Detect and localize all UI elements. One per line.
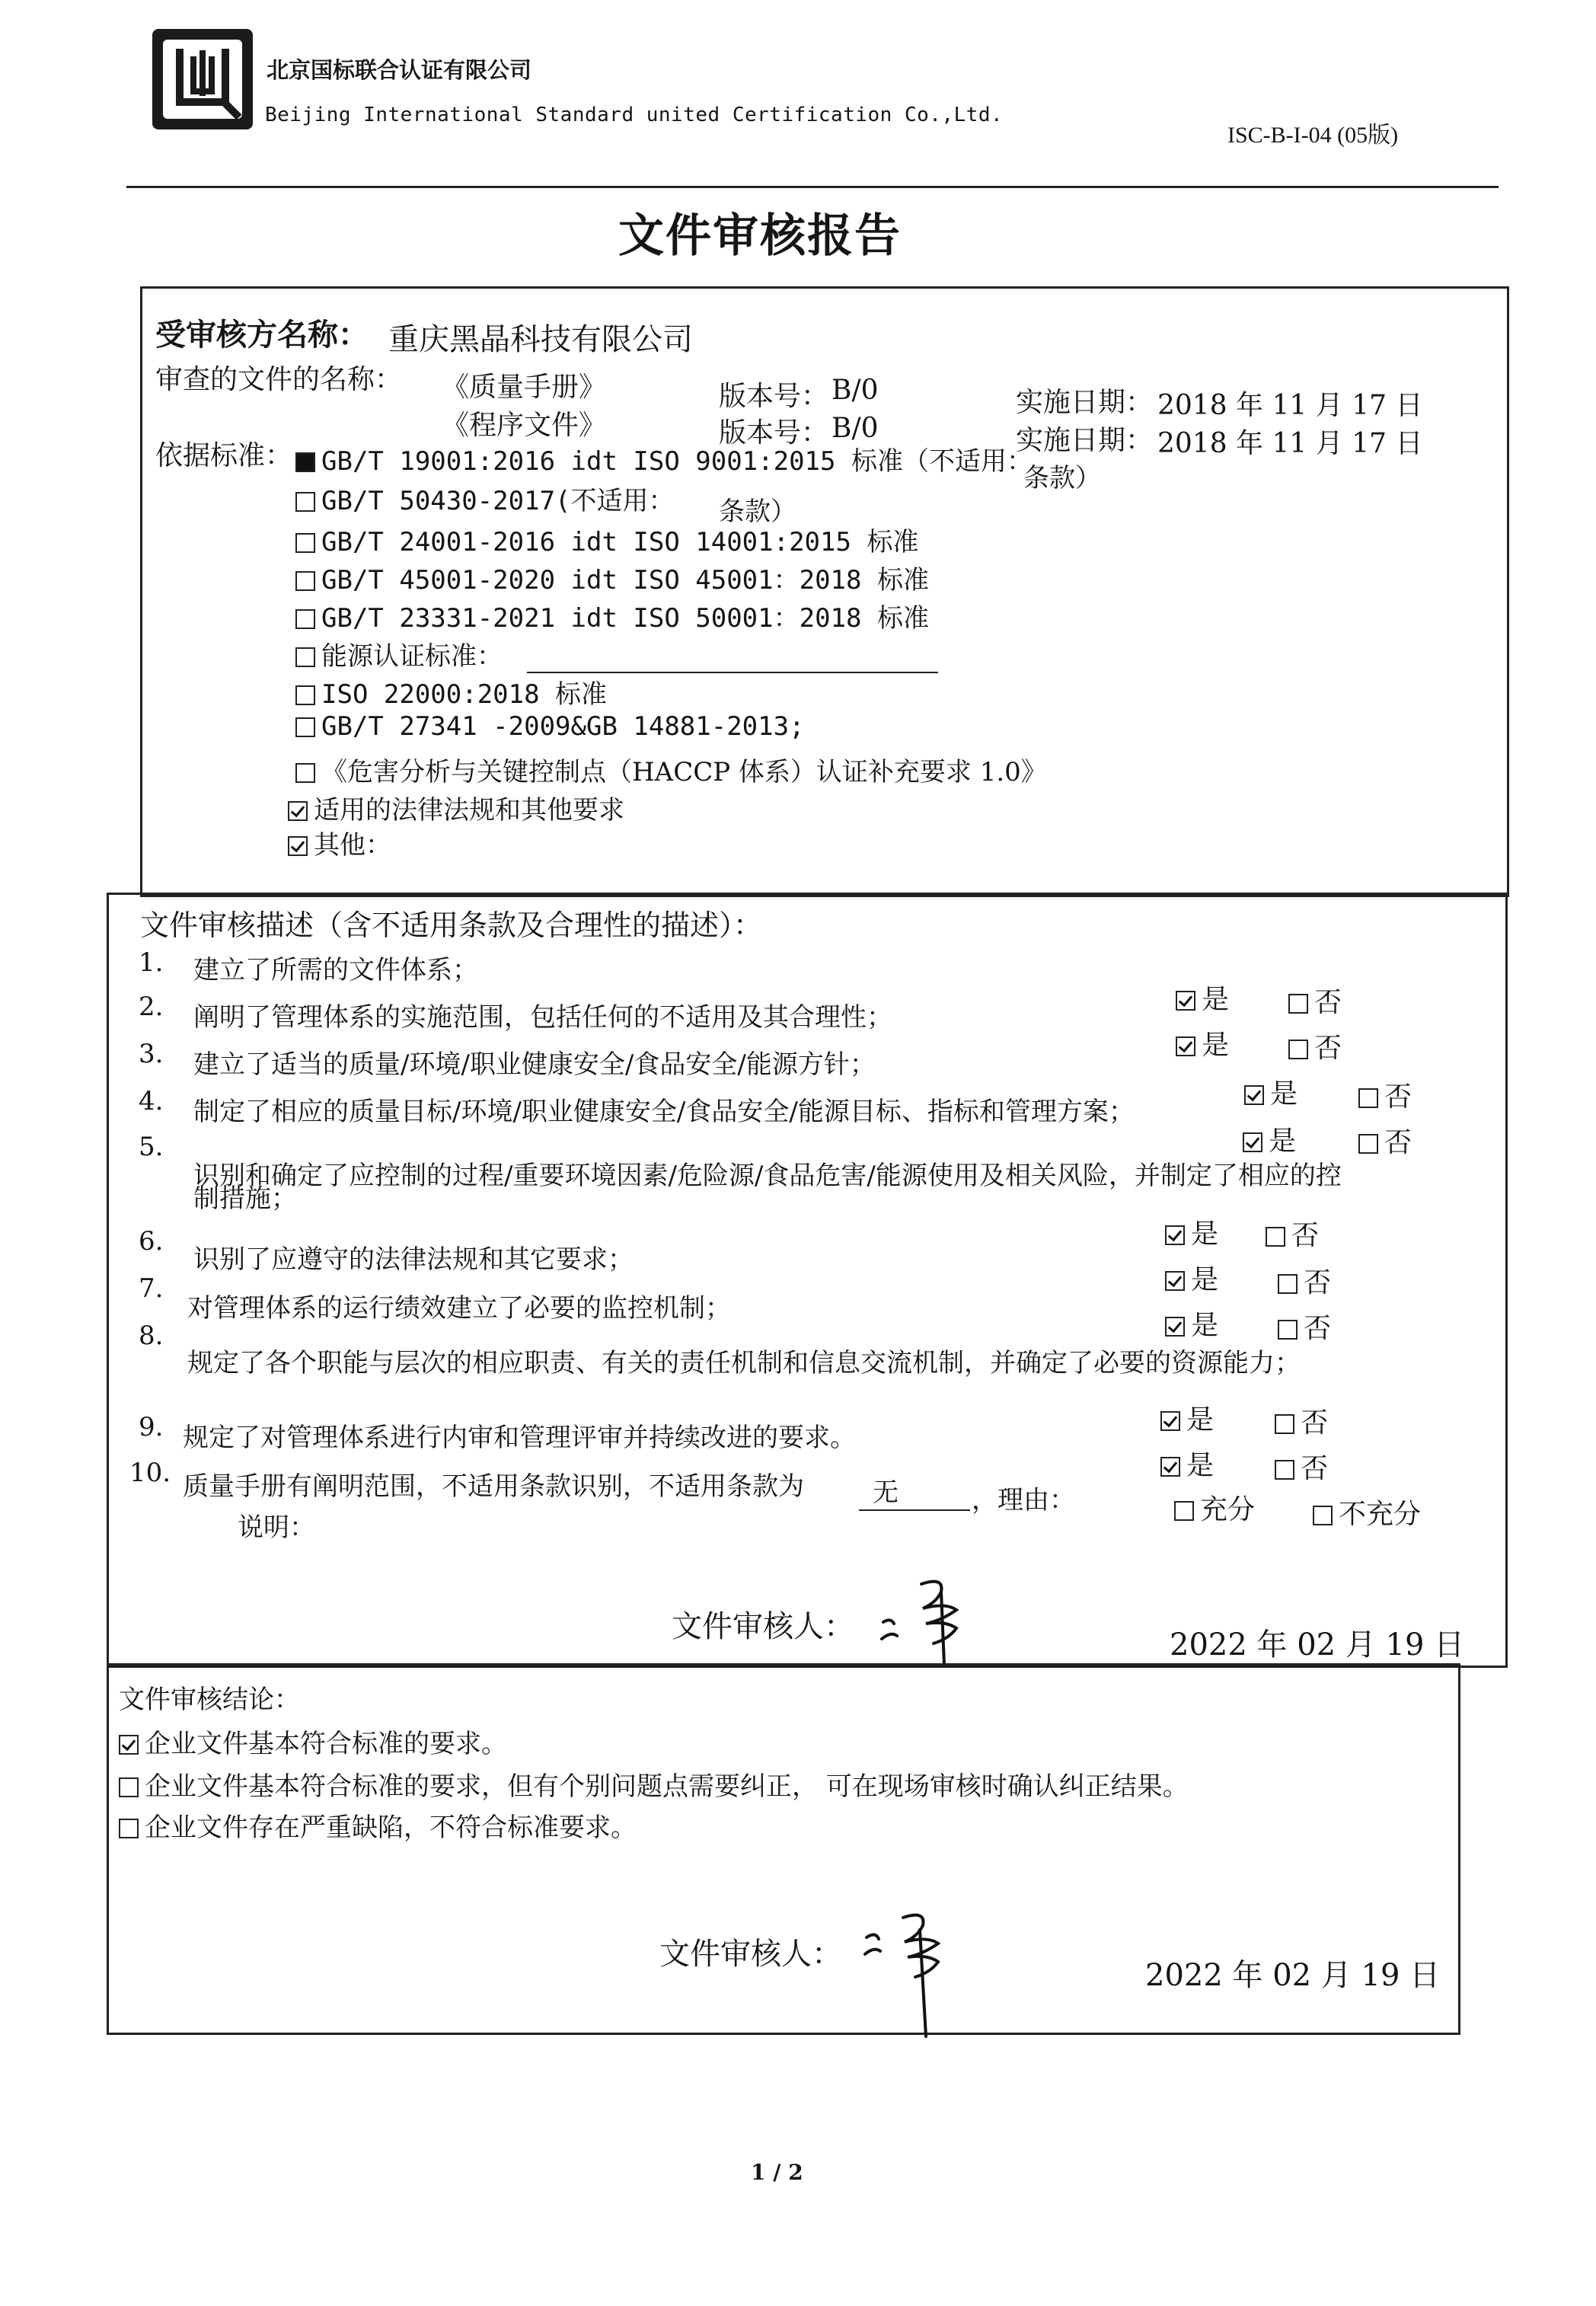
checkbox[interactable] bbox=[119, 1777, 139, 1797]
option-text: 企业文件基本符合标准的要求，但有个别问题点需要纠正， 可在现场审核时确认纠正结果。 bbox=[145, 1771, 1189, 1802]
standard-text: 适用的法律法规和其他要求 bbox=[314, 795, 624, 826]
checked-checkbox[interactable] bbox=[288, 836, 308, 856]
standard-item bbox=[295, 559, 929, 596]
item-number: 8. bbox=[139, 1321, 164, 1351]
company-name-en: Beijing International Standard united Certification Co.,Ltd. bbox=[265, 104, 1004, 126]
checkbox[interactable] bbox=[119, 1819, 139, 1838]
item-text: 建立了所需的文件体系； bbox=[193, 955, 478, 985]
standard-text: 能源认证标准： bbox=[321, 641, 503, 672]
standard-item bbox=[288, 824, 391, 861]
checked-checkbox[interactable] bbox=[1243, 1132, 1262, 1152]
reviewer-signature bbox=[868, 1569, 1005, 1668]
item-text: 识别和确定了应控制的过程/重要环境因素/危险源/食品危害/能源使用及相关风险，并制定了相应的控 bbox=[193, 1161, 1342, 1191]
checked-checkbox[interactable] bbox=[1160, 1457, 1180, 1477]
checkbox[interactable] bbox=[1288, 994, 1308, 1014]
note-label: 说明： bbox=[238, 1512, 315, 1543]
reviewer-label: 文件审核人： bbox=[659, 1937, 842, 1972]
checkbox[interactable] bbox=[295, 647, 315, 667]
item-number: 10. bbox=[129, 1458, 171, 1488]
checkbox[interactable] bbox=[295, 571, 315, 591]
date-label: 实施日期： bbox=[1016, 425, 1154, 456]
option-text: 企业文件存在严重缺陷，不符合标准要求。 bbox=[145, 1813, 637, 1843]
standard-text: GB/T 27341 -2009&GB 14881-2013; bbox=[321, 711, 805, 742]
checked-checkbox[interactable] bbox=[1160, 1411, 1180, 1431]
item-text: 制定了相应的质量目标/环境/职业健康安全/食品安全/能源目标、指标和管理方案； bbox=[193, 1097, 1135, 1127]
item-number: 6. bbox=[139, 1226, 164, 1257]
sufficient-option[interactable]: 充分 bbox=[1174, 1488, 1255, 1527]
conclusion-option[interactable] bbox=[119, 1806, 637, 1844]
reviewer-signature bbox=[856, 1907, 993, 2044]
standard-text: 其他： bbox=[314, 830, 391, 861]
checkbox[interactable] bbox=[295, 717, 315, 737]
clause-underline bbox=[859, 1509, 970, 1511]
checkbox[interactable] bbox=[295, 533, 315, 553]
standard-item bbox=[295, 635, 503, 672]
checkbox[interactable] bbox=[295, 492, 315, 512]
no-option[interactable]: 否 bbox=[1275, 1401, 1328, 1440]
clause-suffix: 条款） bbox=[719, 497, 796, 527]
item-number: 1. bbox=[139, 947, 164, 978]
standard-item bbox=[295, 711, 805, 742]
standard-text: GB/T 24001-2016 idt ISO 14001:2015 标准 bbox=[321, 527, 919, 557]
standard-text: GB/T 45001-2020 idt ISO 45001：2018 标准 bbox=[321, 565, 929, 596]
insufficient-option[interactable]: 不充分 bbox=[1313, 1493, 1421, 1531]
conclusion-option[interactable] bbox=[119, 1723, 507, 1760]
no-option[interactable]: 否 bbox=[1275, 1447, 1328, 1486]
yes-option[interactable]: 是 bbox=[1244, 1072, 1298, 1111]
not-applicable-clauses-value[interactable]: 无 bbox=[873, 1477, 899, 1508]
checked-checkbox[interactable] bbox=[1176, 991, 1195, 1011]
version-value: B/0 bbox=[832, 375, 879, 406]
standard-item bbox=[295, 521, 918, 558]
item-number: 2. bbox=[139, 992, 164, 1022]
company-logo bbox=[149, 26, 256, 133]
item-text: 质量手册有阐明范围，不适用条款识别，不适用条款为 bbox=[183, 1471, 804, 1502]
review-heading: 文件审核描述（含不适用条款及合理性的描述）： bbox=[140, 909, 763, 942]
checked-checkbox[interactable] bbox=[1165, 1225, 1185, 1245]
standards-label: 依据标准： bbox=[155, 440, 293, 471]
document-name: 《质量手册》 bbox=[442, 372, 607, 403]
checkbox[interactable] bbox=[1288, 1040, 1308, 1059]
filled-checkbox[interactable] bbox=[295, 452, 315, 472]
no-option[interactable]: 否 bbox=[1358, 1075, 1412, 1114]
page-number: 1 / 2 bbox=[751, 2160, 803, 2185]
date-value: 2018 年 11 月 17 日 bbox=[1157, 428, 1423, 459]
item-text: 阐明了管理体系的实施范围，包括任何的不适用及其合理性； bbox=[193, 1002, 892, 1033]
page-title: 文件审核报告 bbox=[618, 209, 902, 263]
signature-icon bbox=[868, 1569, 1005, 1668]
item-text: 识别了应遵守的法律法规和其它要求； bbox=[193, 1244, 634, 1275]
no-option[interactable]: 否 bbox=[1266, 1214, 1319, 1253]
item-number: 4. bbox=[139, 1086, 164, 1116]
no-option[interactable]: 否 bbox=[1288, 1027, 1342, 1065]
item-text: 规定了各个职能与层次的相应职责、有关的责任机制和信息交流机制，并确定了必要的资源能力； bbox=[187, 1348, 1301, 1378]
checkbox[interactable] bbox=[1275, 1460, 1294, 1480]
logo-icon bbox=[149, 26, 256, 133]
checkbox[interactable] bbox=[1358, 1088, 1378, 1108]
standard-text: GB/T 50430-2017(不适用： bbox=[321, 486, 675, 516]
form-code: ISC-B-I-04 (05版) bbox=[1227, 123, 1399, 148]
yes-option[interactable]: 是 bbox=[1243, 1119, 1296, 1158]
review-date: 2022 年 02 月 19 日 bbox=[1170, 1627, 1465, 1662]
reviewer-label: 文件审核人： bbox=[672, 1609, 854, 1644]
item-text: 建立了适当的质量/环境/职业健康安全/食品安全/能源方针； bbox=[193, 1049, 876, 1080]
checkbox[interactable] bbox=[1266, 1227, 1285, 1247]
clause-suffix: 条款） bbox=[1023, 463, 1101, 493]
checkbox[interactable] bbox=[1358, 1134, 1378, 1154]
yes-option[interactable]: 是 bbox=[1165, 1304, 1218, 1343]
version-value: B/0 bbox=[832, 413, 879, 444]
standard-text: GB/T 23331-2021 idt ISO 50001：2018 标准 bbox=[321, 603, 929, 634]
yes-option[interactable]: 是 bbox=[1165, 1258, 1218, 1297]
yes-option[interactable]: 是 bbox=[1160, 1444, 1214, 1483]
option-text: 企业文件基本符合标准的要求。 bbox=[145, 1729, 507, 1759]
yes-option[interactable]: 是 bbox=[1165, 1212, 1218, 1251]
checkbox[interactable] bbox=[1278, 1320, 1298, 1340]
no-option[interactable]: 否 bbox=[1278, 1307, 1331, 1346]
no-option[interactable]: 否 bbox=[1278, 1261, 1331, 1300]
signature-icon bbox=[856, 1907, 993, 2044]
standard-item bbox=[295, 440, 1033, 477]
no-option[interactable]: 否 bbox=[1358, 1121, 1412, 1160]
company-name-cn: 北京国标联合认证有限公司 bbox=[267, 57, 532, 83]
checked-checkbox[interactable] bbox=[1165, 1271, 1185, 1291]
standard-text: 《危害分析与关键控制点（HACCP 体系）认证补充要求 1.0》 bbox=[321, 757, 1047, 787]
documents-label: 审查的文件的名称： bbox=[155, 364, 403, 395]
conclusion-option[interactable] bbox=[119, 1765, 1189, 1803]
item-text: 制措施； bbox=[193, 1183, 297, 1214]
standard-text: GB/T 19001:2016 idt ISO 9001:2015 标准（不适用： bbox=[321, 446, 1033, 477]
item-text: 对管理体系的运行绩效建立了必要的监控机制； bbox=[187, 1293, 731, 1324]
header-rule bbox=[126, 186, 1499, 188]
version-label: 版本号： bbox=[719, 417, 829, 449]
checkbox[interactable] bbox=[295, 763, 315, 783]
conclusion-heading: 文件审核结论： bbox=[119, 1685, 300, 1715]
checkbox[interactable] bbox=[295, 685, 315, 705]
auditee-name: 重庆黑晶科技有限公司 bbox=[388, 322, 693, 357]
version-label: 版本号： bbox=[719, 381, 829, 412]
standard-item bbox=[295, 597, 929, 634]
checked-checkbox[interactable] bbox=[119, 1735, 139, 1755]
checkbox[interactable] bbox=[1174, 1501, 1194, 1521]
standard-text: ISO 22000:2018 标准 bbox=[321, 679, 608, 710]
checked-checkbox[interactable] bbox=[1176, 1036, 1195, 1056]
item-number: 9. bbox=[139, 1412, 164, 1442]
checkbox[interactable] bbox=[1278, 1274, 1298, 1294]
item-text: ，理由： bbox=[972, 1485, 1075, 1516]
standard-item bbox=[288, 789, 624, 826]
standard-item bbox=[295, 480, 675, 517]
checked-checkbox[interactable] bbox=[1244, 1085, 1264, 1105]
checkbox[interactable] bbox=[1275, 1414, 1294, 1434]
standard-item bbox=[295, 751, 1047, 788]
yes-option[interactable]: 是 bbox=[1160, 1398, 1214, 1437]
checkbox[interactable] bbox=[295, 609, 315, 629]
date-value: 2018 年 11 月 17 日 bbox=[1157, 390, 1423, 421]
checked-checkbox[interactable] bbox=[1165, 1317, 1185, 1337]
checked-checkbox[interactable] bbox=[288, 801, 308, 821]
yes-option[interactable]: 是 bbox=[1176, 978, 1229, 1017]
item-text: 规定了对管理体系进行内审和管理评审并持续改进的要求。 bbox=[183, 1423, 856, 1453]
date-label: 实施日期： bbox=[1016, 387, 1154, 418]
standard-item bbox=[295, 673, 607, 711]
auditee-label: 受审核方名称： bbox=[155, 317, 369, 353]
item-number: 7. bbox=[139, 1273, 164, 1304]
document-name: 《程序文件》 bbox=[442, 410, 607, 441]
no-option[interactable]: 否 bbox=[1288, 981, 1342, 1020]
item-number: 3. bbox=[139, 1039, 164, 1069]
conclusion-date: 2022 年 02 月 19 日 bbox=[1145, 1958, 1441, 1993]
item-number: 5. bbox=[139, 1132, 164, 1162]
checkbox[interactable] bbox=[1313, 1506, 1333, 1525]
yes-option[interactable]: 是 bbox=[1176, 1024, 1229, 1062]
